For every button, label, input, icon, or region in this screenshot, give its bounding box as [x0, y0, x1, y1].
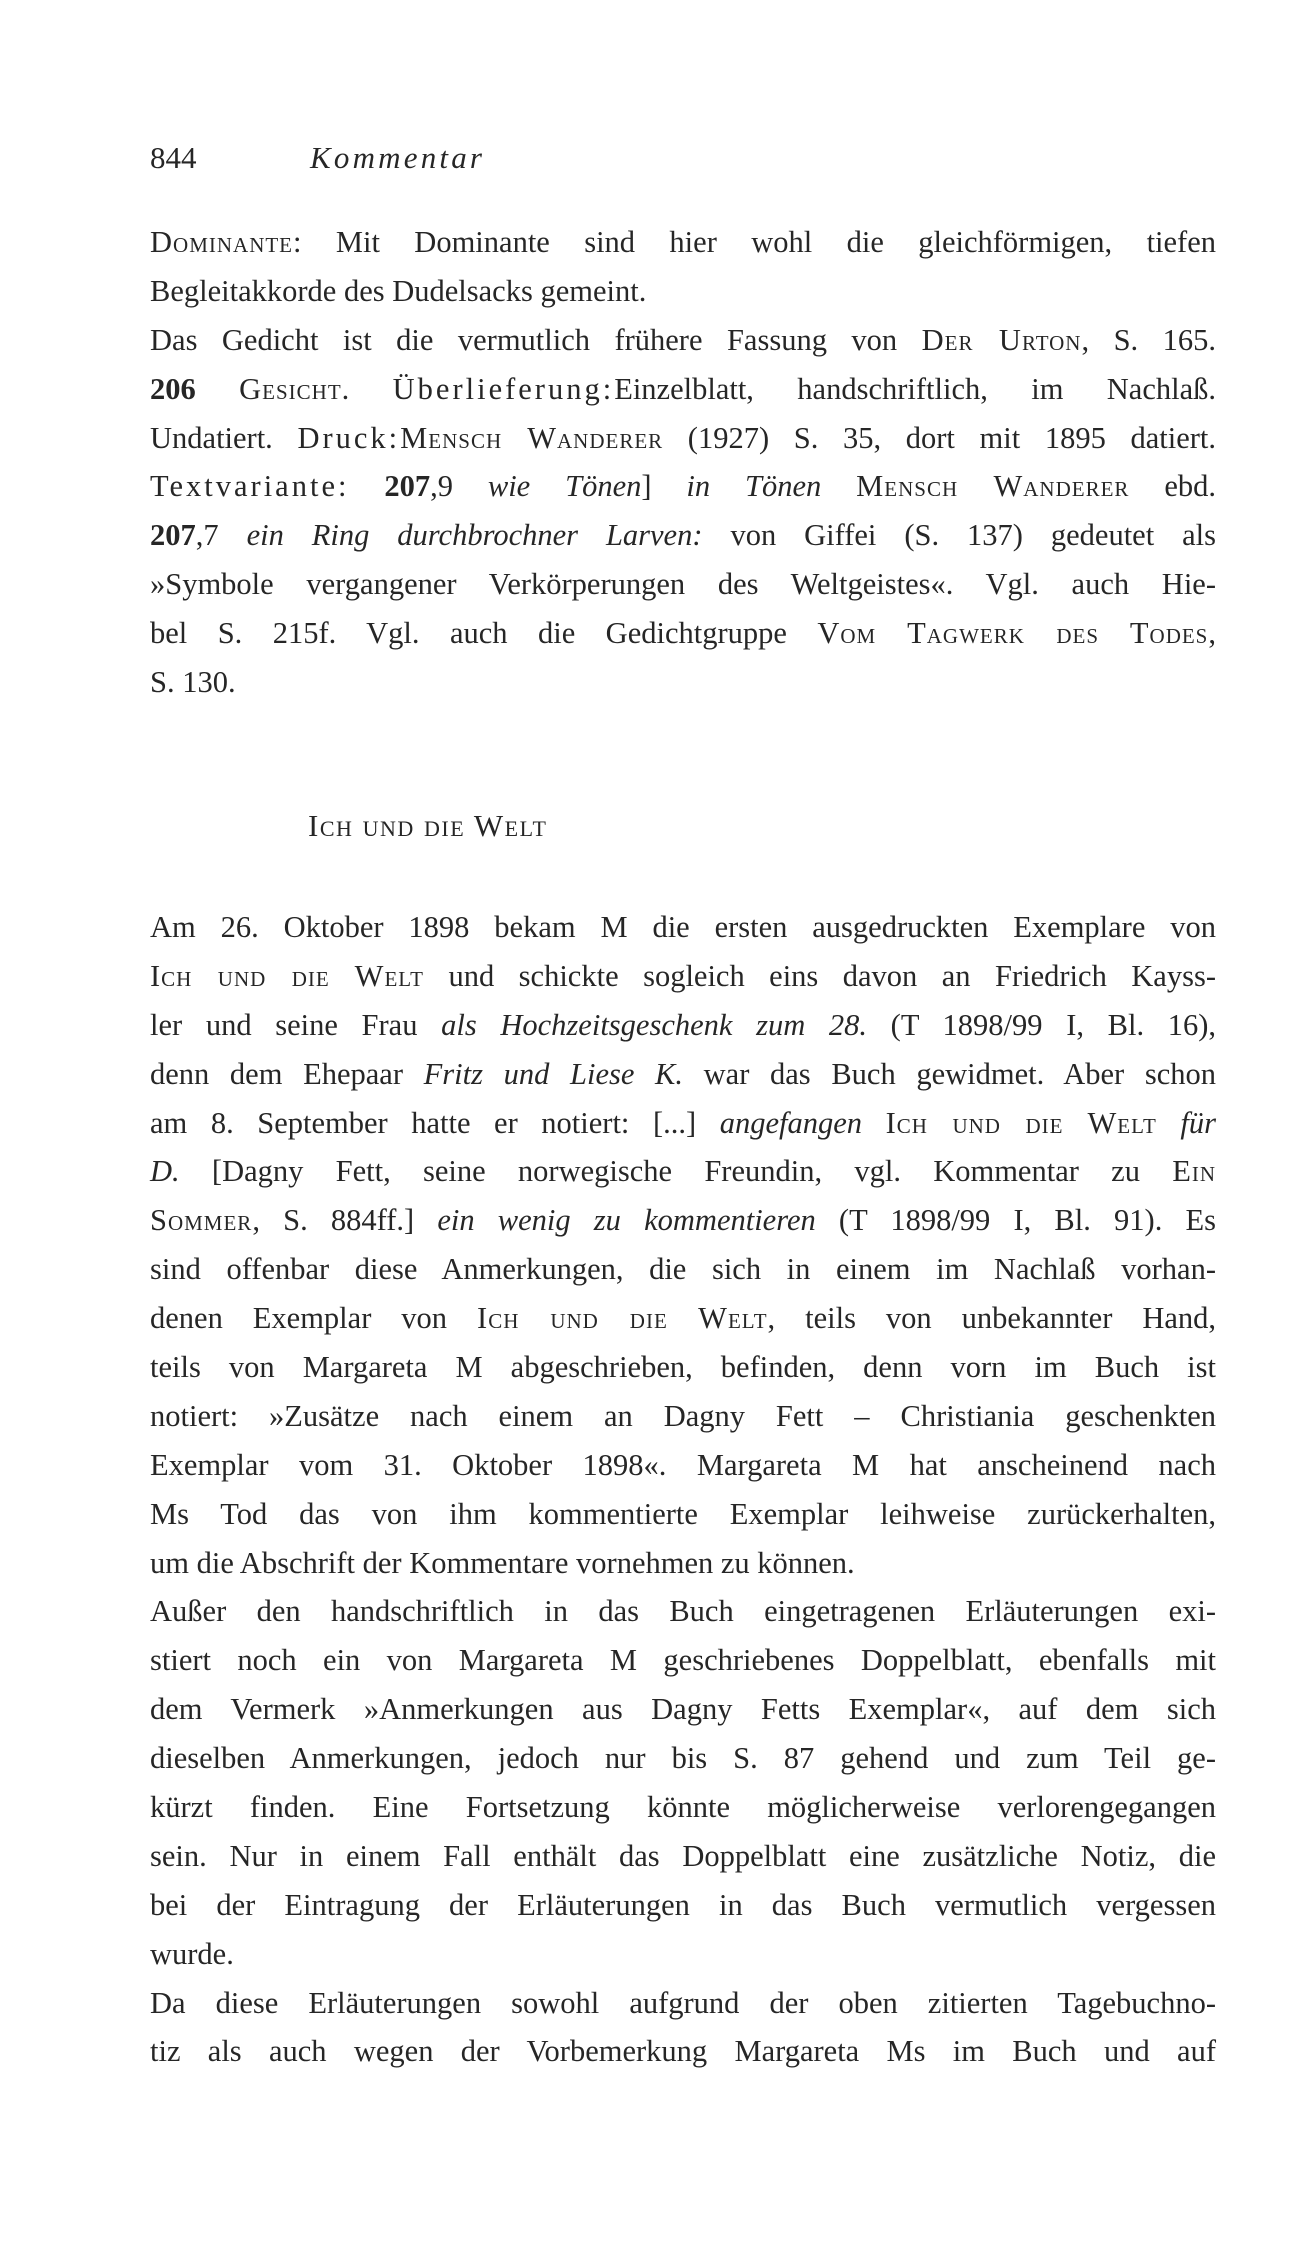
text-run: Da diese Erläuterungen sowohl aufgrund der oben zitierten Tagebuchno- [150, 1985, 1216, 2020]
text-run: teils von Margareta M abgeschrieben, befinden, denn vorn im Buch ist [150, 1350, 1216, 1385]
running-head-title: Kommentar [310, 140, 486, 175]
text-run: denen Exemplar von [150, 1301, 478, 1336]
text-run [349, 469, 384, 503]
italic-quote: für [1180, 1105, 1217, 1140]
text-line [150, 316, 1216, 365]
italic-quote: Fritz und Liese K. [423, 1056, 683, 1091]
small-caps-title: Ein [1172, 1154, 1216, 1189]
page-reference: 206 [150, 371, 196, 406]
text-line [150, 1587, 1216, 1636]
text-line [150, 609, 1216, 658]
text-line [150, 560, 1216, 609]
text-run: Außer den handschriftlich in das Buch eingetragenen Erläuterungen exi- [150, 1594, 1216, 1629]
text-run: »Symbole vergangener Verkörperungen des Weltgeistes«. Vgl. auch Hie- [150, 567, 1216, 602]
text-run: und schickte sogleich eins davon an Friedrich Kayss- [424, 958, 1216, 993]
text-run [196, 372, 239, 406]
text-run: denn dem Ehepaar [150, 1056, 424, 1091]
text-run: (T 1898/99 I, Bl. 91). Es [815, 1203, 1217, 1238]
text-run: kürzt finden. Eine Fortsetzung könnte möglicherweise verlorengegangen [150, 1790, 1216, 1825]
text-line [150, 365, 1216, 414]
text-run: : Mit Dominante sind hier wohl die gleichförmigen, tiefen [293, 225, 1216, 259]
small-caps-title: Dominante [150, 225, 294, 259]
text-run: Das Gedicht ist die vermutlich frühere Fassung von [150, 322, 922, 357]
small-caps-title: Ich und die Welt [150, 958, 424, 993]
text-line [150, 1636, 1216, 1685]
italic-quote: wie Tönen [487, 469, 642, 504]
text-line [150, 414, 1216, 463]
text-run: ] [641, 469, 687, 504]
spaced-label: Druck: [297, 420, 401, 455]
text-line [150, 1539, 1216, 1588]
small-caps-title: Mensch Wanderer [856, 469, 1130, 504]
small-caps-title: Sommer [150, 1203, 253, 1238]
text-run: am 8. September hatte er notiert: [...] [150, 1105, 720, 1140]
text-run: ,9 [430, 469, 488, 504]
text-run: bel S. 215f. Vgl. auch die Gedichtgruppe [150, 616, 818, 651]
text-run: Am 26. Oktober 1898 bekam M die ersten ausgedruckten Exemplare von [150, 910, 1216, 944]
small-caps-title: Ich und die Welt [477, 1301, 768, 1336]
commentary-section-ich-und-die-welt [150, 903, 1216, 2076]
italic-quote: ein Ring durchbrochner Larven: [246, 518, 703, 553]
text-run: dem Vermerk »Anmerkungen aus Dagny Fetts Exemplar«, auf dem sich [150, 1692, 1216, 1727]
text-run: dieselben Anmerkungen, jedoch nur bis S. 87 gehend und zum Teil ge- [150, 1741, 1216, 1776]
spaced-label: Textvariante: [150, 469, 350, 504]
commentary-entry-gesicht [150, 218, 1216, 707]
text-line [150, 903, 1216, 952]
italic-quote: angefangen [719, 1105, 863, 1140]
text-line [150, 1294, 1216, 1343]
text-run: Exemplar vom 31. Oktober 1898«. Margareta M hat anscheinend nach [150, 1447, 1216, 1482]
text-line [150, 1685, 1216, 1734]
page-number: 844 [150, 140, 197, 175]
text-run: tiz als auch wegen der Vorbemerkung Margareta Ms im Buch und auf [150, 2034, 1216, 2069]
text-run: , [1208, 616, 1216, 651]
text-line [150, 658, 1216, 707]
text-run [1157, 1106, 1181, 1140]
text-line [150, 218, 1216, 267]
section-heading: Ich und die Welt [308, 808, 548, 843]
text-line [150, 1832, 1216, 1881]
text-line [150, 1147, 1216, 1196]
text-run: notiert: »Zusätze nach einem an Dagny Fett – Christiania geschenkten [150, 1398, 1216, 1433]
text-run: war das Buch gewidmet. Aber schon [683, 1056, 1216, 1091]
text-line [150, 1001, 1216, 1050]
text-run: sein. Nur in einem Fall enthält das Doppelblatt eine zusätzliche Notiz, die [150, 1838, 1216, 1873]
small-caps-title: Der Urton [921, 322, 1082, 357]
text-line [150, 1196, 1216, 1245]
text-run: ,7 [195, 518, 247, 553]
text-run: um die Abschrift der Kommentare vornehmen zu können. [150, 1545, 855, 1580]
text-run: ebd. [1129, 469, 1216, 504]
text-run [821, 469, 856, 503]
text-line [150, 1979, 1216, 2028]
text-run: wurde. [150, 1936, 234, 1971]
text-run: (1927) S. 35, dort mit 1895 datiert. [663, 420, 1217, 455]
text-line [150, 1490, 1216, 1539]
text-line [150, 462, 1216, 511]
text-run: Undatiert. [150, 420, 298, 455]
spaced-label: Überlieferung: [392, 371, 615, 406]
text-run: Begleitakkorde des Dudelsacks gemeint. [150, 273, 647, 308]
text-run: sind offenbar diese Anmerkungen, die sich in einem im Nachlaß vorhan- [150, 1252, 1216, 1287]
text-run: S. 130. [150, 665, 236, 700]
small-caps-title: Mensch Wanderer [400, 420, 664, 455]
text-run: Einzelblatt, handschriftlich, im Nachlaß. [614, 371, 1217, 406]
text-run: . [341, 371, 393, 406]
text-run: Ms Tod das von ihm kommentierte Exemplar leihweise zurückerhalten, [150, 1496, 1216, 1531]
text-line [150, 1881, 1216, 1930]
text-line [150, 1050, 1216, 1099]
text-line [150, 1099, 1216, 1148]
text-line [150, 1734, 1216, 1783]
text-run: , S. 165. [1081, 322, 1216, 357]
small-caps-title: Ich und die Welt [885, 1105, 1157, 1140]
page-reference: 207 [150, 518, 196, 553]
text-line [150, 2027, 1216, 2076]
text-line [150, 1441, 1216, 1490]
text-line [150, 1783, 1216, 1832]
text-line [150, 1392, 1216, 1441]
text-line [150, 952, 1216, 1001]
text-run: [Dagny Fett, seine norwegische Freundin, vgl. Kommentar zu [179, 1154, 1173, 1189]
small-caps-title: Vom Tagwerk des Todes [817, 616, 1209, 651]
text-run: stiert noch ein von Margareta M geschriebenes Doppelblatt, ebenfalls mit [150, 1643, 1216, 1678]
text-run: ler und seine Frau [150, 1007, 442, 1042]
text-line [150, 1930, 1216, 1979]
text-line [150, 1245, 1216, 1294]
text-run: bei der Eintragung der Erläuterungen in das Buch vermutlich vergessen [150, 1887, 1216, 1922]
text-run: von Giffei (S. 137) gedeutet als [702, 518, 1216, 553]
small-caps-title: Gesicht [239, 371, 342, 406]
text-line [150, 1343, 1216, 1392]
text-run: , teils von unbekannter Hand, [767, 1301, 1217, 1336]
italic-quote: als Hochzeitsgeschenk zum 28. [441, 1007, 868, 1042]
page-reference: 207 [384, 469, 431, 504]
text-run: , S. 884ff.] [252, 1203, 438, 1238]
italic-quote: D. [150, 1154, 180, 1189]
text-line [150, 511, 1216, 560]
italic-quote: ein wenig zu kommentieren [437, 1203, 816, 1238]
italic-quote: in Tönen [686, 469, 822, 504]
text-line [150, 267, 1216, 316]
text-run: (T 1898/99 I, Bl. 16), [867, 1007, 1217, 1042]
text-run [862, 1106, 886, 1140]
